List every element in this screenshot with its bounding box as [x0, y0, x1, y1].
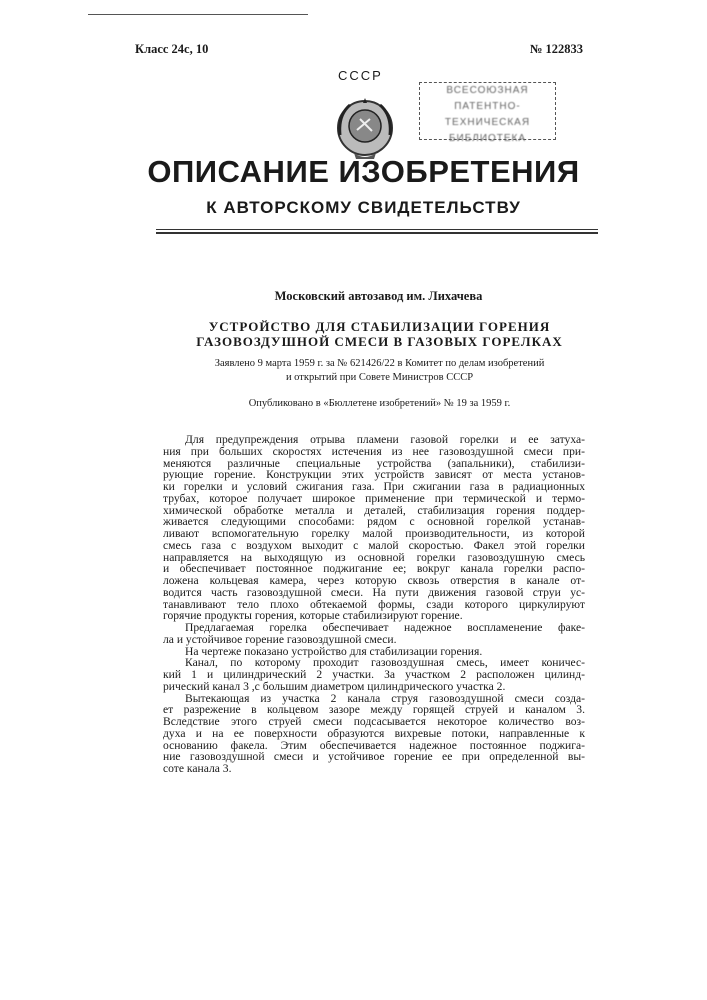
text-line: рический канал 3 ,с большим диаметром цилиндрического участка 2. — [163, 681, 585, 693]
text-line: кий 1 и цилиндрический 2 участки. За участком 2 расположен цилинд- — [163, 669, 585, 681]
filing-line: Заявлено 9 марта 1959 г. за № 621426/22 в Комитет по делам изобретений — [52, 357, 707, 371]
divider — [156, 232, 598, 234]
stamp-line: ПАТЕНТНО-ТЕХНИЧЕСКАЯ — [420, 99, 555, 131]
text-line: химической обработке металла и деталей, стабилизация горения поддер- — [163, 505, 585, 517]
text-line: ет разрежение в кольцевом зазоре между горящей струей и каналом 3. — [163, 704, 585, 716]
text-line: Для предупреждения отрыва пламени газовой горелки и ее затуха- — [163, 434, 585, 446]
text-line: и обеспечивает постоянное поджигание ее; вокруг канала горелки распо- — [163, 563, 585, 575]
organization: Московский автозавод им. Лихачева — [0, 289, 707, 304]
patent-class: Класс 24с, 10 — [135, 42, 208, 57]
text-line: ние газовоздушной смеси и устойчивое горение ее при определенной вы- — [163, 751, 585, 763]
text-line: ния при больших скоростях истечения из нее газовоздушной смеси при- — [163, 446, 585, 458]
text-line: меняются различные специальные устройства (запальники), стабилизи- — [163, 458, 585, 470]
text-line: направляется на выходящую из основной горелки газовоздушную смесь — [163, 552, 585, 564]
publication-info: Опубликовано в «Бюллетене изобретений» № 19 за 1959 г. — [0, 398, 707, 409]
text-line: живается следующими способами: рядом с основной горелкой устанав- — [163, 516, 585, 528]
text-line: Канал, по которому проходит газовоздушная смесь, имеет коничес- — [163, 657, 585, 669]
description-body — [163, 434, 585, 775]
text-line: водится часть газовоздушной смеси. На пути движения газовой струи ус- — [163, 587, 585, 599]
text-line: ки горелки и условий сжигания газа. При сжигании газа в радиационных — [163, 481, 585, 493]
text-line: танавливают тело плохо обтекаемой формы, сзади которого циркулируют — [163, 599, 585, 611]
library-stamp — [419, 82, 556, 140]
document-subtitle: К АВТОРСКОМУ СВИДЕТЕЛЬСТВУ — [0, 198, 707, 218]
patent-number: № 122833 — [530, 42, 583, 57]
filing-info — [0, 357, 707, 385]
text-line: смесь газа с воздухом выходит с малой скоростью. Факел этой горелки — [163, 540, 585, 552]
text-line: Предлагаемая горелка обеспечивает надежное воспламенение факе- — [163, 622, 585, 634]
text-line: Вытекающая из участка 2 канала струя газовоздушной смеси созда- — [163, 693, 585, 705]
text-line: соте канала 3. — [163, 763, 585, 775]
invention-title-line: ГАЗОВОЗДУШНОЙ СМЕСИ В ГАЗОВЫХ ГОРЕЛКАХ — [52, 334, 707, 349]
text-line: ливают вспомогательную горелку малой производительности, из которой — [163, 528, 585, 540]
country-label: СССР — [338, 68, 383, 83]
text-line: Вследствие этого струей смеси подсасывается некоторое количество воз- — [163, 716, 585, 728]
text-line: рующие горение. Конструкции этих устройств зависят от места установ- — [163, 469, 585, 481]
divider — [156, 229, 598, 230]
text-line: основанию факела. Этим обеспечивается надежное постоянное поджига- — [163, 740, 585, 752]
filing-line: и открытий при Совете Министров СССР — [52, 371, 707, 385]
text-line: горячие продукты горения, которые стабилизируют горение. — [163, 610, 585, 622]
invention-title-line: УСТРОЙСТВО ДЛЯ СТАБИЛИЗАЦИИ ГОРЕНИЯ — [52, 319, 707, 334]
text-line: ложена кольцевая камера, через которую сквозь отверстия в канале от- — [163, 575, 585, 587]
invention-title — [0, 319, 707, 349]
text-line: трубах, которое получает широкое применение при термической и термо- — [163, 493, 585, 505]
text-line: духа и на ее поверхности образуются вихревые потоки, направленные к — [163, 728, 585, 740]
top-rule — [88, 14, 308, 15]
text-line: На чертеже показано устройство для стабилизации горения. — [163, 646, 585, 658]
stamp-line: БИБЛИОТЕКА — [420, 131, 555, 147]
document-title: ОПИСАНИЕ ИЗОБРЕТЕНИЯ — [0, 154, 707, 190]
text-line: ла и устойчивое горение газовоздушной смеси. — [163, 634, 585, 646]
stamp-line: ВСЕСОЮЗНАЯ — [420, 83, 555, 99]
